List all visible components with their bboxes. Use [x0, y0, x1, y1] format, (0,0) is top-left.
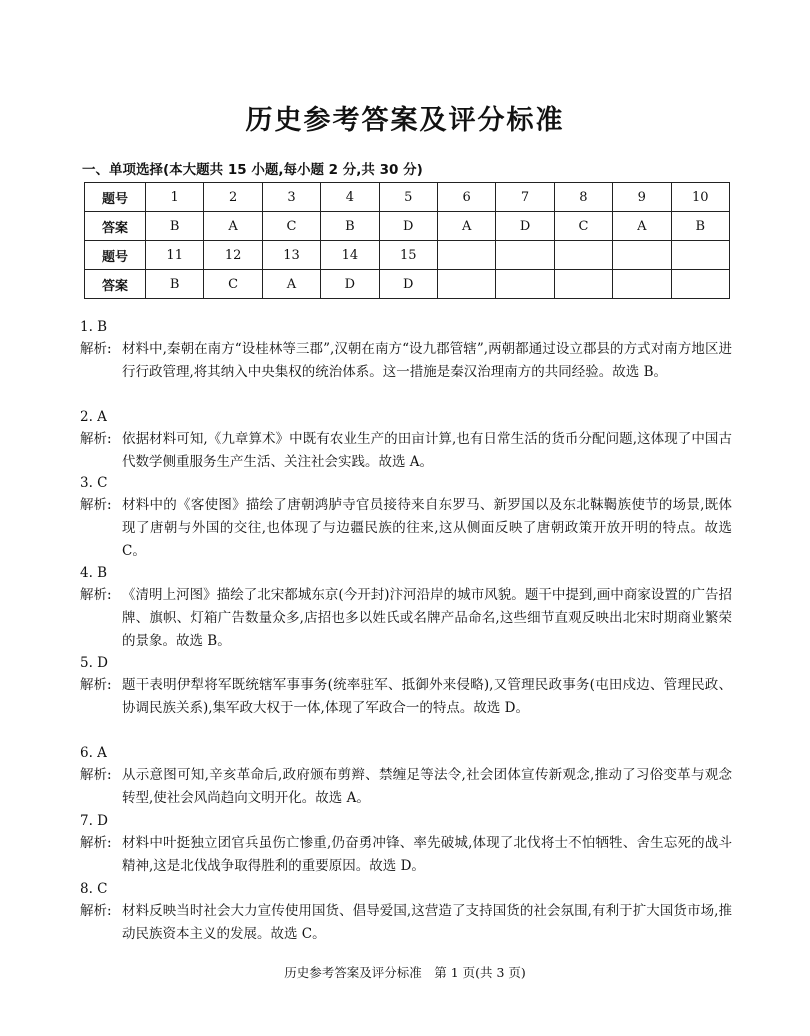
- answer-cell: D: [379, 270, 437, 299]
- analysis-label: 解析:: [80, 835, 112, 851]
- question-2: [80, 406, 732, 474]
- question-number: [437, 241, 495, 270]
- analysis-text: 材料中叶挺独立团官兵虽伤亡惨重,仍奋勇冲锋、率先破城,体现了北伐将士不怕牺牲、舍生忘死的战斗精神,这是北伐战争取得胜利的重要原因。故选 D。: [122, 835, 732, 874]
- answer-cell: C: [262, 212, 320, 241]
- question-number: [496, 241, 554, 270]
- question-8: [80, 878, 732, 946]
- question-number: [613, 241, 671, 270]
- answer-cell: [613, 270, 671, 299]
- question-number: 3: [262, 183, 320, 212]
- analysis-label: 解析:: [80, 497, 112, 513]
- question-4: [80, 562, 732, 653]
- question-5: [80, 652, 732, 720]
- question-number: 15: [379, 241, 437, 270]
- answer-cell: A: [437, 212, 495, 241]
- section-heading: 一、单项选择(本大题共 15 小题,每小题 2 分,共 30 分): [82, 162, 423, 178]
- analysis-label: 解析:: [80, 767, 112, 783]
- answer-cell: D: [379, 212, 437, 241]
- analysis-label: 解析:: [80, 431, 112, 447]
- answer-cell: B: [146, 270, 204, 299]
- question-6: [80, 742, 732, 810]
- analysis-text: 材料中的《客使图》描绘了唐朝鸿胪寺官员接待来自东罗马、新罗国以及东北靺鞨族使节的场景,既体现了唐朝与外国的交往,也体现了与边疆民族的往来,这从侧面反映了唐朝政策开放开明的特点。故选 C。: [122, 497, 732, 559]
- question-number: 1: [146, 183, 204, 212]
- question-number: 5: [379, 183, 437, 212]
- analysis-text: 材料中,秦朝在南方“设桂林等三郡”,汉朝在南方“设九郡管辖”,两朝都通过设立郡县的方式对南方地区进行行政管理,将其纳入中央集权的统治体系。这一措施是秦汉治理南方的共同经验。故选 B。: [122, 341, 732, 380]
- analysis-text: 题干表明伊犁将军既统辖军事事务(统率驻军、抵御外来侵略),又管理民政事务(屯田戍边、管理民政、协调民族关系),集军政大权于一体,体现了军政合一的特点。故选 D。: [122, 677, 732, 716]
- answer-cell: C: [204, 270, 262, 299]
- question-number: 11: [146, 241, 204, 270]
- answer-cell: [437, 270, 495, 299]
- question-number: [554, 241, 612, 270]
- question-number: [671, 241, 729, 270]
- question-answer: 6. A: [80, 745, 107, 761]
- answer-cell: [671, 270, 729, 299]
- question-number: 10: [671, 183, 729, 212]
- question-7: [80, 810, 732, 878]
- question-answer: 1. B: [80, 319, 108, 335]
- question-answer: 3. C: [80, 475, 108, 491]
- row-label: 题号: [85, 241, 146, 270]
- question-answer: 2. A: [80, 409, 107, 425]
- answer-cell: A: [204, 212, 262, 241]
- analysis-text: 材料反映当时社会大力宣传使用国货、倡导爱国,这营造了支持国货的社会氛围,有利于扩大国货市场,推动民族资本主义的发展。故选 C。: [122, 903, 732, 942]
- answer-cell: B: [146, 212, 204, 241]
- answer-cell: A: [262, 270, 320, 299]
- question-number: 13: [262, 241, 320, 270]
- analysis-label: 解析:: [80, 341, 112, 357]
- page-footer: 历史参考答案及评分标准 第 1 页(共 3 页): [284, 965, 526, 980]
- page-title: 历史参考答案及评分标准: [245, 105, 565, 136]
- table-row: [85, 241, 730, 270]
- question-1: [80, 316, 732, 384]
- question-3: [80, 472, 732, 563]
- answer-cell: A: [613, 212, 671, 241]
- question-answer: 8. C: [80, 881, 108, 897]
- row-label: 答案: [85, 270, 146, 299]
- answer-cell: D: [496, 212, 554, 241]
- answer-table: [84, 182, 730, 299]
- answer-cell: [496, 270, 554, 299]
- analysis-text: 从示意图可知,辛亥革命后,政府颁布剪辫、禁缠足等法令,社会团体宣传新观念,推动了习俗变革与观念转型,使社会风尚趋向文明开化。故选 A。: [122, 767, 732, 806]
- analysis-label: 解析:: [80, 677, 112, 693]
- question-number: 6: [437, 183, 495, 212]
- row-label: 题号: [85, 183, 146, 212]
- answer-cell: C: [554, 212, 612, 241]
- question-answer: 5. D: [80, 655, 108, 671]
- table-row: [85, 183, 730, 212]
- question-number: 4: [321, 183, 379, 212]
- answer-cell: B: [671, 212, 729, 241]
- table-row: [85, 270, 730, 299]
- question-number: 2: [204, 183, 262, 212]
- question-answer: 7. D: [80, 813, 108, 829]
- question-answer: 4. B: [80, 565, 108, 581]
- question-number: 9: [613, 183, 671, 212]
- analysis-label: 解析:: [80, 587, 112, 603]
- table-row: [85, 212, 730, 241]
- question-number: 7: [496, 183, 554, 212]
- question-number: 14: [321, 241, 379, 270]
- answer-cell: B: [321, 212, 379, 241]
- answer-cell: D: [321, 270, 379, 299]
- analysis-text: 《清明上河图》描绘了北宋都城东京(今开封)汴河沿岸的城市风貌。题干中提到,画中商家设置的广告招牌、旗帜、灯箱广告数量众多,店招也多以姓氏或名牌产品命名,这些细节直观反映出北宋时期商业繁荣的景象。故选 B。: [122, 587, 732, 649]
- question-number: 12: [204, 241, 262, 270]
- analysis-label: 解析:: [80, 903, 112, 919]
- question-number: 8: [554, 183, 612, 212]
- row-label: 答案: [85, 212, 146, 241]
- analysis-text: 依据材料可知,《九章算术》中既有农业生产的田亩计算,也有日常生活的货币分配问题,这体现了中国古代数学侧重服务生产生活、关注社会实践。故选 A。: [122, 431, 732, 470]
- answer-cell: [554, 270, 612, 299]
